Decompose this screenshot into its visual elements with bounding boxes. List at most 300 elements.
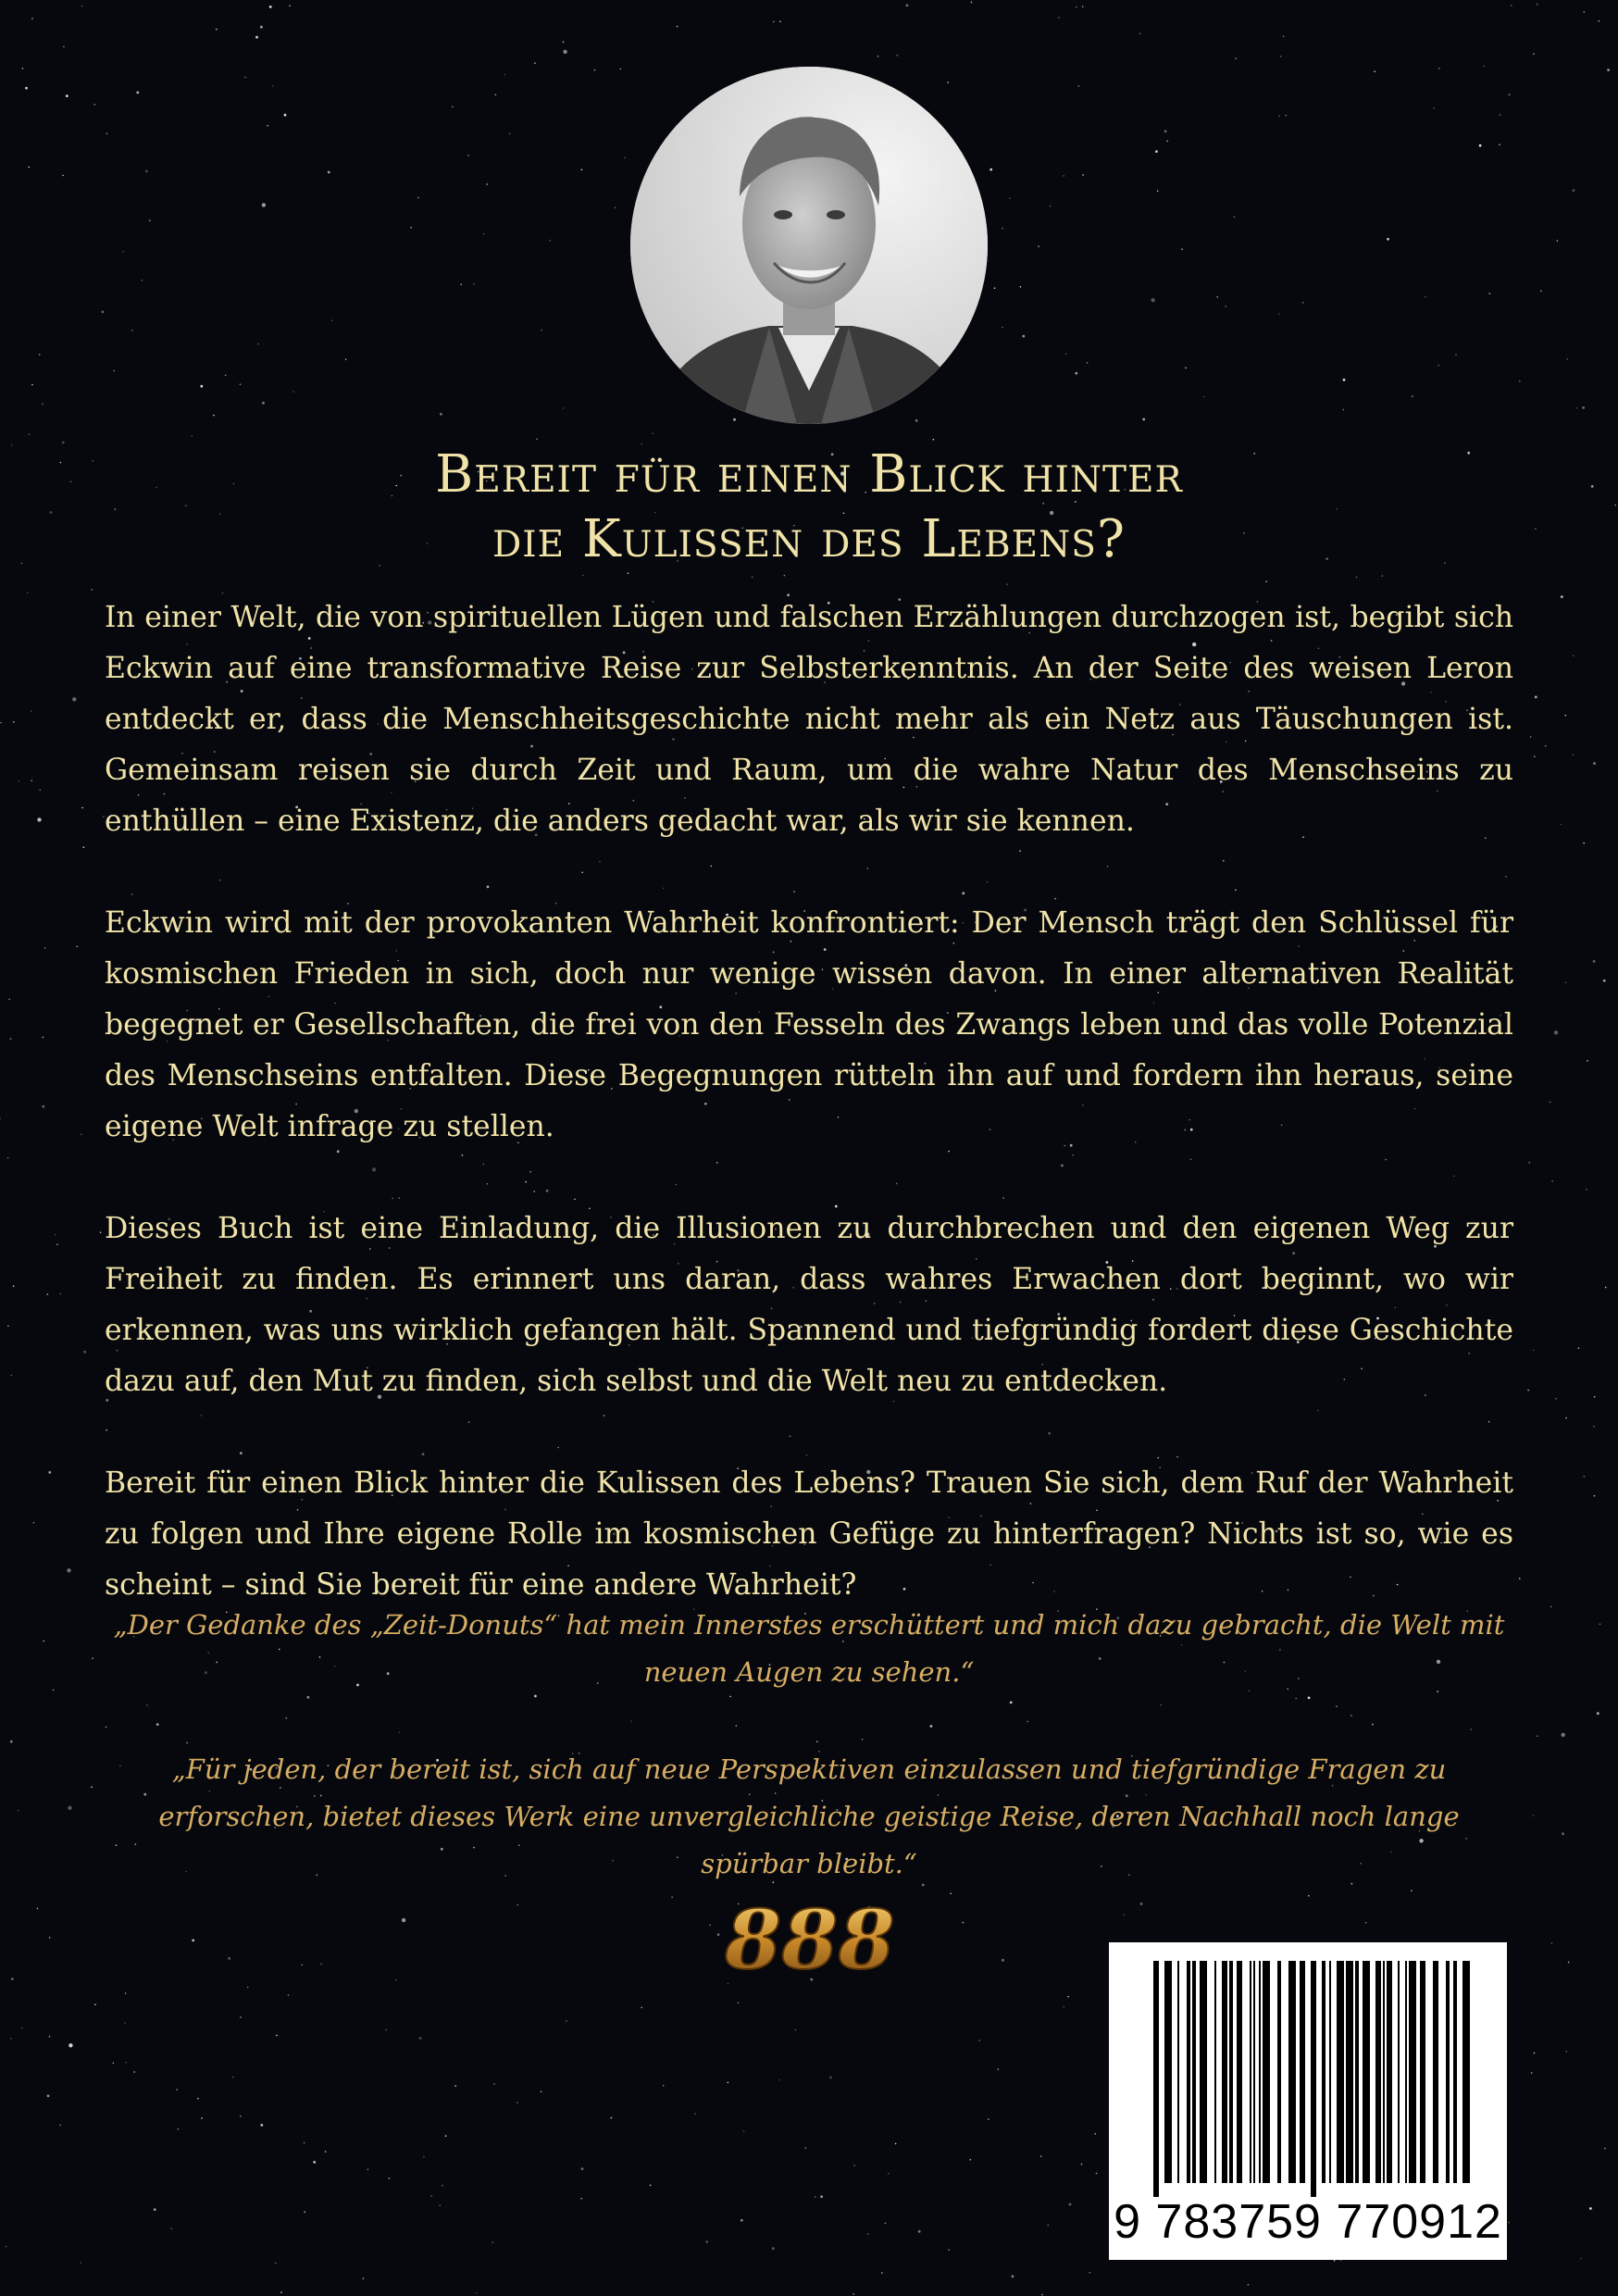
star	[1593, 1426, 1595, 1428]
star	[829, 2077, 832, 2079]
star	[933, 439, 935, 441]
star	[483, 233, 485, 235]
star	[1382, 575, 1384, 577]
star	[534, 62, 536, 64]
star	[741, 2219, 743, 2222]
star	[149, 219, 151, 221]
star	[216, 29, 218, 31]
star	[136, 92, 139, 94]
star	[275, 2263, 277, 2265]
star	[47, 2095, 50, 2098]
star	[1412, 395, 1413, 397]
star	[81, 1134, 82, 1136]
star	[1006, 583, 1008, 585]
star	[197, 2098, 199, 2100]
star	[1561, 595, 1563, 598]
star	[897, 55, 899, 56]
star	[1584, 11, 1586, 13]
star	[125, 1992, 127, 1994]
star	[1560, 824, 1562, 826]
star	[694, 2113, 696, 2115]
star	[27, 592, 29, 593]
star	[1467, 452, 1470, 455]
star	[1528, 1162, 1530, 1164]
star	[260, 2124, 263, 2127]
star	[31, 18, 33, 19]
star	[1607, 69, 1610, 71]
star	[1142, 418, 1145, 421]
star	[18, 1810, 19, 1812]
publisher-logo-text: 888	[725, 1898, 895, 1981]
star	[213, 415, 215, 417]
star	[1566, 2051, 1568, 2053]
star	[1599, 20, 1600, 22]
star	[1278, 313, 1280, 315]
star	[91, 1787, 93, 1789]
barcode-bar	[1322, 1961, 1326, 2183]
star	[971, 2, 973, 4]
star	[1511, 5, 1512, 6]
star	[19, 780, 20, 782]
star	[1567, 358, 1569, 360]
star	[60, 462, 62, 464]
star	[13, 721, 15, 723]
star	[752, 577, 753, 579]
star	[31, 711, 32, 713]
star	[728, 1983, 729, 1985]
star	[0, 722, 2, 724]
star	[1087, 362, 1089, 364]
barcode-bar	[1192, 1961, 1196, 2183]
star	[1063, 175, 1064, 177]
star	[1545, 745, 1547, 747]
star	[1038, 245, 1039, 247]
star	[276, 2035, 278, 2037]
star	[102, 311, 105, 314]
star	[389, 2177, 391, 2179]
star	[1527, 1390, 1529, 1391]
star	[417, 197, 419, 199]
star	[1155, 150, 1158, 153]
barcode-bar	[1383, 1961, 1385, 2183]
star	[1614, 505, 1616, 506]
barcode-bar	[1311, 1961, 1316, 2197]
star	[915, 419, 918, 422]
star	[1283, 36, 1285, 38]
star	[1002, 1959, 1004, 1962]
star	[37, 817, 41, 821]
star	[1562, 1832, 1564, 1835]
star	[83, 846, 85, 848]
star	[1573, 754, 1574, 755]
star	[442, 2185, 443, 2187]
star	[11, 1375, 13, 1377]
star	[1568, 1962, 1570, 1964]
star	[1387, 238, 1389, 241]
headline-line-2: die Kulissen des Lebens?	[492, 509, 1126, 569]
star	[1550, 1102, 1551, 1104]
star	[1094, 2133, 1096, 2135]
star	[260, 26, 263, 29]
star	[517, 2102, 518, 2103]
star	[549, 240, 551, 242]
star	[1540, 291, 1542, 293]
star	[43, 1037, 44, 1039]
star	[292, 391, 294, 393]
star	[1248, 2284, 1250, 2286]
star	[68, 2043, 72, 2047]
star	[44, 947, 46, 949]
star	[652, 432, 653, 434]
star	[244, 77, 246, 79]
barcode-bar	[1355, 1961, 1359, 2183]
star	[176, 2089, 178, 2090]
star	[1576, 407, 1578, 409]
star	[50, 511, 53, 514]
star	[1533, 1815, 1535, 1816]
star	[947, 81, 949, 83]
barcode-bar	[1177, 1961, 1179, 2183]
star	[1551, 1942, 1553, 1944]
star	[280, 2291, 282, 2293]
star	[1551, 1180, 1553, 1182]
star	[419, 2037, 422, 2040]
star	[40, 790, 42, 792]
star	[1587, 1060, 1588, 1062]
star	[325, 2151, 327, 2152]
star	[1573, 655, 1574, 656]
star	[29, 433, 31, 435]
star	[232, 2077, 234, 2078]
star	[63, 46, 65, 48]
star	[1508, 2222, 1510, 2224]
star	[628, 572, 629, 574]
author-photo	[630, 67, 988, 424]
star	[541, 2091, 542, 2093]
star	[1185, 368, 1187, 369]
headline-line-1: Bereit für einen Blick hinter	[435, 444, 1183, 505]
star	[67, 1568, 70, 1572]
star	[114, 370, 116, 372]
star	[445, 2135, 447, 2137]
star	[1216, 296, 1218, 298]
star	[430, 2195, 432, 2197]
star	[304, 2142, 305, 2144]
star	[1565, 982, 1567, 984]
star	[805, 2147, 807, 2149]
star	[1500, 114, 1501, 116]
star	[1593, 960, 1596, 963]
star	[582, 575, 584, 577]
star	[998, 2068, 1000, 2070]
star	[773, 21, 775, 23]
star	[460, 284, 462, 286]
star	[885, 2223, 887, 2225]
blurb-paragraph: Dieses Buch ist eine Einladung, die Illusionen zu durchbrechen und den eigenen Weg zur Freiheit zu finden. Es erinnert uns daran, dass wahres Erwachen dort beginnt, wo wir erkennen, was uns wirklich gefangen hält. Spannend und tiefgründig fordert diese Geschichte dazu auf, den Mut zu finden, sich selbst und die Welt neu zu entdecken.	[105, 1212, 1513, 1398]
star	[106, 133, 108, 135]
barcode-bar	[1229, 1961, 1233, 2183]
star	[1278, 115, 1280, 117]
star	[888, 2173, 890, 2175]
star	[21, 2028, 23, 2029]
star	[7, 1157, 9, 1159]
barcode-bar	[1398, 1961, 1400, 2183]
star	[1235, 57, 1237, 59]
star	[1081, 2164, 1083, 2165]
star	[1076, 6, 1077, 8]
barcode-bar	[1222, 1961, 1227, 2183]
star	[39, 354, 41, 356]
star	[0, 1117, 1, 1119]
star	[988, 2118, 989, 2120]
star	[228, 1957, 230, 1960]
star	[1489, 293, 1491, 294]
star	[1425, 296, 1426, 298]
star	[115, 508, 117, 510]
star	[650, 2185, 652, 2187]
blurb-text	[105, 593, 1513, 1662]
barcode-bar	[1214, 1961, 1216, 2183]
star	[247, 1987, 249, 1989]
barcode-bar	[1337, 1961, 1344, 2183]
star	[192, 435, 193, 437]
star	[1584, 1476, 1586, 1478]
star	[1058, 17, 1060, 19]
star	[7, 1326, 9, 1328]
star	[37, 1908, 39, 1910]
star	[881, 2272, 883, 2274]
star	[385, 2029, 387, 2031]
barcode-bar	[1462, 1961, 1470, 2183]
star	[779, 20, 781, 22]
star	[493, 2083, 495, 2085]
star	[70, 481, 72, 483]
barcode-bar	[1250, 1961, 1251, 2183]
star	[72, 697, 76, 701]
star	[31, 384, 33, 386]
star	[6, 2246, 7, 2248]
blurb-paragraph: Bereit für einen Blick hinter die Kulissen des Lebens? Trauen Sie sich, dem Ruf der Wahrheit zu folgen und Ihre eigene Rolle im kosmischen Gefüge zu hinterfragen? Nichts ist so, wie es scheint – sind Sie bereit für eine andere Wahrheit?	[105, 1466, 1513, 1602]
star	[1334, 2260, 1336, 2262]
star	[94, 2003, 96, 2005]
barcode-bar	[1453, 1961, 1457, 2183]
barcode-bar	[1420, 1961, 1425, 2183]
isbn-number: 9 783759 770912	[1114, 2195, 1502, 2249]
star	[906, 4, 909, 6]
star	[1433, 107, 1435, 109]
star	[142, 280, 143, 281]
barcode-bar	[1346, 1961, 1353, 2183]
star	[1002, 327, 1003, 329]
star	[895, 2143, 897, 2145]
star	[467, 155, 469, 156]
star	[1082, 174, 1084, 176]
star	[1535, 696, 1537, 699]
isbn-barcode	[1109, 1942, 1507, 2260]
star	[1550, 1606, 1552, 1608]
headline	[185, 443, 1433, 572]
star	[93, 104, 95, 106]
barcode-bar	[1259, 1961, 1261, 2183]
testimonials	[105, 1602, 1513, 1938]
star	[1537, 1735, 1538, 1737]
star	[1234, 217, 1236, 218]
star	[563, 50, 566, 54]
star	[536, 439, 538, 441]
star	[867, 2233, 869, 2235]
star	[1020, 286, 1022, 288]
star	[267, 125, 268, 127]
star	[1181, 248, 1183, 250]
star	[615, 207, 616, 209]
star	[1578, 1347, 1580, 1349]
star	[733, 418, 736, 421]
blurb-paragraph: Eckwin wird mit der provokanten Wahrheit konfrontiert: Der Mensch trägt den Schlüssel für kosmischen Frieden in sich, doch nur wenige wissen davon. In einer alternativen Realität begegnet er Gesellschaften, die frei von den Fesseln des Zwangs leben und das volle Potenzial des Menschseins entfalten. Diese Begegnungen rütteln ihn auf und fordern ihn heraus, seine eigene Welt infrage zu stellen.	[105, 906, 1513, 1143]
star	[1534, 2053, 1536, 2054]
testimonial-quote: „Der Gedanke des „Zeit-Donuts“ hat mein Innerstes erschüttert und mich dazu gebracht, die Welt mit neuen Augen zu sehen.“	[113, 1609, 1505, 1688]
star	[1509, 94, 1511, 95]
star	[92, 460, 93, 462]
star	[1557, 240, 1559, 242]
star	[80, 2262, 81, 2264]
star	[492, 2241, 493, 2243]
star	[820, 2195, 823, 2198]
star	[853, 2293, 854, 2295]
star	[28, 167, 30, 168]
star	[1041, 2294, 1043, 2296]
star	[47, 1293, 49, 1295]
star	[240, 383, 242, 385]
barcode-bar	[1446, 1961, 1450, 2183]
star	[1438, 365, 1439, 367]
barcode-bar	[1300, 1961, 1305, 2183]
star	[663, 2085, 665, 2087]
star	[1562, 1733, 1565, 1737]
star	[948, 2249, 950, 2251]
star	[257, 343, 259, 345]
star	[1530, 736, 1532, 738]
star	[476, 2292, 478, 2294]
star	[677, 26, 678, 28]
barcode-bar	[1409, 1961, 1416, 2183]
star	[989, 168, 992, 171]
star	[289, 6, 291, 7]
star	[122, 251, 124, 253]
star	[81, 6, 83, 7]
star	[1519, 1578, 1521, 1579]
star	[1009, 197, 1011, 199]
star	[1583, 842, 1585, 844]
star	[1050, 206, 1052, 207]
star	[1603, 980, 1606, 982]
star	[178, 2128, 180, 2130]
star	[1580, 2258, 1582, 2260]
star	[171, 2227, 173, 2229]
star	[452, 106, 454, 108]
star	[31, 780, 32, 781]
star	[1586, 1189, 1587, 1191]
star	[125, 2062, 127, 2064]
star	[1537, 4, 1538, 6]
blurb-paragraph: In einer Welt, die von spirituellen Lügen und falschen Erzählungen durchzogen ist, begibt sich Eckwin auf eine transformative Reise zur Selbsterkenntnis. An der Seite des weisen Leron entdeckt er, dass die Menschheitsgeschichte nicht mehr als ein Netz aus Täuschungen ist. Gemeinsam reisen sie durch Zeit und Raum, um die wahre Natur des Menschseins zu enthüllen – eine Existenz, die anders gedacht war, als wir sie kennen.	[105, 601, 1513, 838]
star	[580, 2198, 582, 2200]
star	[795, 2029, 797, 2031]
barcode-bar	[1329, 1961, 1331, 2183]
star	[225, 375, 227, 377]
star	[60, 1293, 62, 1295]
star	[1531, 2072, 1533, 2074]
star	[1533, 1350, 1535, 1352]
star	[145, 170, 148, 173]
star	[784, 575, 786, 577]
star	[1225, 306, 1226, 307]
star	[1151, 298, 1154, 302]
star	[48, 1471, 51, 1474]
star	[772, 2247, 775, 2250]
star	[1499, 144, 1500, 145]
star	[1302, 302, 1304, 304]
barcode-bar	[1288, 1961, 1296, 2183]
star	[994, 287, 996, 289]
star	[1265, 580, 1267, 582]
star	[81, 807, 83, 809]
star	[1343, 379, 1346, 381]
star	[918, 2230, 921, 2233]
star	[154, 2208, 156, 2211]
star	[59, 2125, 61, 2127]
star	[1484, 66, 1486, 68]
star	[504, 74, 505, 76]
star	[1048, 2225, 1050, 2227]
star	[131, 330, 133, 331]
star	[1594, 1396, 1596, 1398]
star	[1157, 191, 1159, 193]
star	[44, 1641, 45, 1642]
star	[11, 1978, 14, 1980]
star	[269, 6, 272, 8]
star	[91, 589, 93, 591]
star	[1082, 6, 1084, 7]
star	[1554, 1030, 1558, 1034]
star	[11, 444, 13, 446]
star	[304, 2212, 305, 2214]
star	[594, 69, 596, 71]
star	[743, 2130, 745, 2132]
star	[454, 2085, 456, 2087]
star	[1280, 56, 1282, 57]
star	[1166, 141, 1168, 143]
star	[440, 413, 442, 416]
star	[563, 42, 565, 44]
star	[1591, 485, 1594, 488]
star	[49, 2036, 51, 2038]
star	[21, 563, 23, 565]
star	[1534, 755, 1536, 757]
star	[1594, 1495, 1596, 1497]
star	[1065, 353, 1067, 355]
star	[328, 171, 330, 174]
star	[1438, 68, 1440, 69]
star	[1089, 2272, 1091, 2274]
star	[320, 1963, 322, 1965]
star	[1597, 1712, 1599, 1715]
star	[1582, 406, 1585, 409]
star	[42, 1105, 44, 1108]
barcode-bar	[1237, 1961, 1242, 2183]
star	[13, 1285, 15, 1287]
barcode-bar	[1363, 1961, 1370, 2183]
star	[1002, 228, 1003, 230]
